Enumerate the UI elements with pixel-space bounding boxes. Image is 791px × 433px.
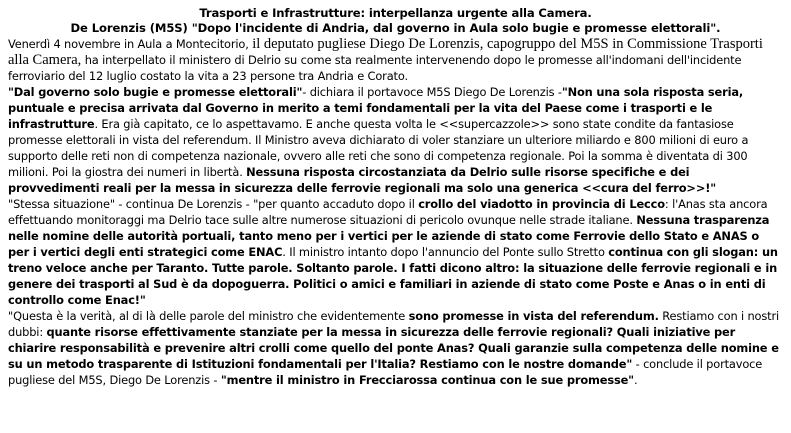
quote-2-ponte: . Il ministro intanto dopo l'annuncio del Ponte sullo Stretto bbox=[282, 245, 609, 259]
quote-body-1: . Era già capitato, ce lo aspettavamo. E anche questa volta le <<supercazzole>> sono state condite da fantasiose promesse elettorali in vista del referendum. Il Ministro aveva dichiarato di voler stanziare un ulteriore miliardo e 800 milioni di euro a supporto delle reti non di competenza nazionale, ovvero alle reti che sono di competenza regionale. Poi la somma è diventata di 300 milioni. Poi la giostra dei numeri in libertà. bbox=[8, 117, 749, 179]
quote-2-bold-lecco: crollo del viadotto in provincia di Lecco bbox=[418, 197, 665, 211]
quote-bold-2: Nessuna risposta circostanziata da Delrio sulle risorse specifiche e dei provvedimenti reali per la messa in sicurezza delle ferrovie regionali ma solo una generica <<cura del ferro>>!" bbox=[8, 165, 717, 195]
quote-2-anas: : l'Anas sta ancora effettuando monitoraggi ma Delrio tace sulle altre numerose situazioni di pericolo ovunque nelle strade italiane. bbox=[8, 197, 768, 227]
quote-3-period: . bbox=[633, 373, 638, 387]
quote-2-intro: "Stessa situazione" - continua De Lorenzis - "per quanto accaduto dopo il bbox=[8, 197, 419, 211]
attribution: - dichiara il portavoce M5S Diego De Lorenzis - bbox=[302, 85, 562, 99]
quote-3-bold-referendum: sono promesse in vista del referendum. bbox=[408, 309, 659, 323]
quote-3-dubbi: Restiamo con i nostri dubbi: bbox=[8, 309, 780, 339]
headline: Trasporti e Infrastrutture: interpellanza urgente alla Camera. bbox=[199, 6, 592, 20]
quote-headline: "Dal governo solo bugie e promesse elettorali" bbox=[8, 85, 303, 99]
paragraph-intro bbox=[8, 36, 783, 84]
subheadline: De Lorenzis (M5S) "Dopo l'incidente di Andria, dal governo in Aula solo bugie e promesse elettorali". bbox=[70, 21, 721, 35]
intro-rest-text: ha interpellato il ministero di Delrio su come sta realmente intervenendo dopo le promesse all'indomani dell'incidente ferroviario del 12 luglio costato la vita a 23 persone tra Andria e Corato. bbox=[8, 53, 742, 83]
quote-3-bold-questions: quante risorse effettivamente stanziate per la messa in sicurezza delle ferrovie regionali? Quali iniziative per chiarire responsabilità e prevenire altri crolli come quello del ponte Anas? Quali garanzie sulla competenza delle nomine e su un metodo trasparente di Istituzioni fondamentali per l'Italia? Restiamo con le nostre domande" bbox=[8, 325, 779, 371]
quote-bold-1: "Non una sola risposta seria, puntuale e precisa arrivata dal Governo in merito a temi fondamentali per la vita del Paese come i trasporti e le infrastrutture bbox=[8, 85, 744, 131]
quote-3-bold-final: "mentre il ministro in Frecciarossa continua con le sue promesse" bbox=[220, 373, 634, 387]
intro-date-text: Venerdì 4 novembre in Aula a Montecitorio, bbox=[8, 37, 253, 51]
paragraph-quote-3 bbox=[8, 308, 783, 388]
quote-2-bold-trasparenza: Nessuna trasparenza nelle nomine delle autorità portuali, tanto meno per i vertici per le aziende di stato come Ferrovie dello Stato e ANAS o per i vertici degli enti strategici come ENAC bbox=[8, 213, 770, 259]
paragraph-quote-1 bbox=[8, 84, 783, 196]
quote-2-bold-slogan: continua con gli slogan: un treno veloce anche per Taranto. Tutte parole. Soltanto parole. I fatti dicono altro: la situazione delle ferrovie regionali e in genere dei trasporti al Sud è da dopoguerra. Politici o amici e familiari in aziende di stato come Poste e Anas o in enti di controllo come Enac!" bbox=[8, 245, 778, 307]
intro-deputy-text: il deputato pugliese Diego De Lorenzis, capogruppo del M5S in Commissione Trasporti alla Camera, bbox=[8, 36, 763, 68]
paragraph-quote-2 bbox=[8, 196, 783, 308]
quote-3-conclusion: - conclude il portavoce pugliese del M5S, Diego De Lorenzis - bbox=[8, 357, 763, 387]
quote-3-intro: "Questa è la verità, al di là delle parole del ministro che evidentemente bbox=[8, 309, 409, 323]
